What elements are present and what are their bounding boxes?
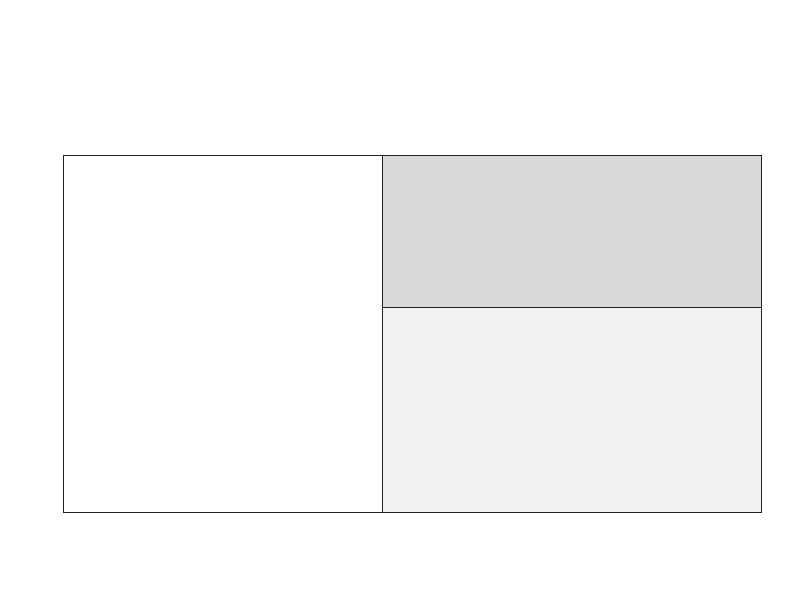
long-term-text [392,308,752,356]
definition-cell [64,156,383,512]
credit-types-column [383,156,761,512]
credit-diagram [63,155,762,513]
short-term-text [392,156,752,192]
short-term-cell [383,156,761,308]
long-term-cell [383,308,761,512]
